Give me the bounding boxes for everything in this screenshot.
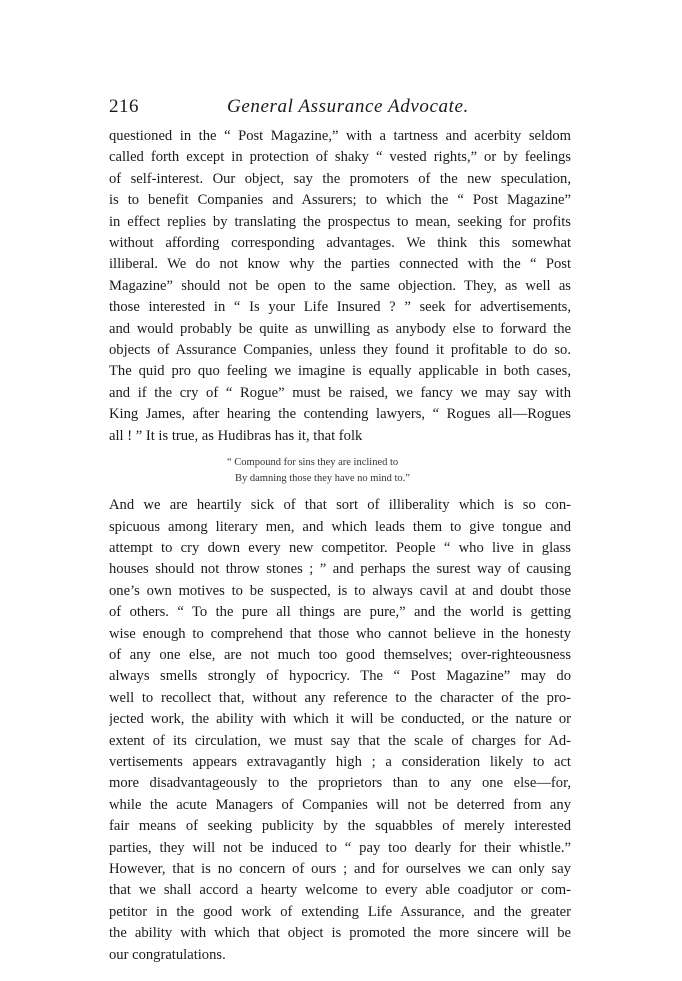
text-line: more disadvantageously to the proprietors than to any one else—for,: [109, 775, 571, 792]
text-line: wise enough to comprehend that those who cannot believe in the honesty: [109, 625, 571, 642]
text-line: And we are heartily sick of that sort of illiberality which is so con-: [109, 497, 571, 514]
text-line: is to benefit Companies and Assurers; to which the “ Post Magazine”: [109, 192, 571, 209]
text-line: that we shall accord a hearty welcome to every able coadjutor or com-: [109, 882, 571, 899]
text-line: well to recollect that, without any reference to the character of the pro-: [109, 689, 571, 706]
text-line: always smells strongly of hypocricy. The “ Post Magazine” may do: [109, 668, 571, 685]
text-line: vertisements appears extravagantly high ; a consideration likely to act: [109, 753, 571, 770]
text-line: King James, after hearing the contending lawyers, “ Rogues all—Rogues: [109, 406, 571, 423]
text-line: all ! ” It is true, as Hudibras has it, that folk: [109, 427, 363, 444]
text-line: extent of its circulation, we must say that the scale of charges for Ad-: [109, 732, 571, 749]
text-line: while the acute Managers of Companies will not be deterred from any: [109, 796, 571, 813]
text-line: houses should not throw stones ; ” and perhaps the surest way of causing: [109, 561, 571, 578]
text-line: of any one else, are not much too good themselves; over-righteousness: [109, 646, 571, 663]
text-line: without affording corresponding advantages. We think this somewhat: [109, 235, 571, 252]
text-line: illiberal. We do not know why the parties connected with the “ Post: [109, 256, 571, 273]
book-page: [109, 96, 571, 966]
text-line: Magazine” should not be open to the same objection. They, as well as: [109, 277, 571, 294]
text-line: of others. “ To the pure all things are pure,” and the world is getting: [109, 604, 571, 621]
text-line: of self-interest. Our object, say the promoters of the new speculation,: [109, 170, 571, 187]
text-line: objects of Assurance Companies, unless they found it profitable to do so.: [109, 342, 571, 359]
verse-quotation: [227, 455, 571, 487]
text-line: However, that is no concern of ours ; and for ourselves we can only say: [109, 861, 571, 877]
text-line: jected work, the ability with which it will be conducted, or the nature or: [109, 711, 571, 728]
text-line: the ability with which that object is promoted the more sincere will be: [109, 925, 571, 942]
text-line: fair means of seeking publicity by the squabbles of merely interested: [109, 818, 571, 835]
text-line: our congratulations.: [109, 946, 226, 963]
text-line: spicuous among literary men, and which leads them to give tongue and: [109, 518, 571, 535]
paragraph-1: [109, 126, 571, 447]
text-line: questioned in the “ Post Magazine,” with a tartness and acerbity seldom: [109, 128, 571, 144]
paragraph-2: [109, 495, 571, 966]
text-line: and if the cry of “ Rogue” must be raised, we fancy we may say with: [109, 384, 571, 401]
text-line: The quid pro quo feeling we imagine is equally applicable in both cases,: [109, 363, 571, 380]
text-line: petitor in the good work of extending Life Assurance, and the greater: [109, 903, 571, 920]
text-line: in effect replies by translating the prospectus to mean, seeking for profits: [109, 213, 571, 230]
quote-line: By damning those they have no mind to.”: [235, 473, 410, 485]
text-line: those interested in “ Is your Life Insured ? ” seek for advertisements,: [109, 299, 571, 316]
text-line: attempt to cry down every new competitor. People “ who live in glass: [109, 539, 571, 556]
quote-line: “ Compound for sins they are inclined to: [227, 457, 399, 469]
text-line: parties, they will not be induced to “ pay too dearly for their whistle.”: [109, 839, 571, 856]
page-header: [109, 96, 571, 126]
text-line: and would probably be quite as unwilling as anybody else to forward the: [109, 320, 571, 337]
text-line: called forth except in protection of shaky “ vested rights,” or by feelings: [109, 149, 571, 166]
text-line: one’s own motives to be suspected, is to always cavil at and doubt those: [109, 582, 571, 599]
running-title: General Assurance Advocate.: [227, 96, 469, 117]
page-number: 216: [109, 96, 139, 117]
